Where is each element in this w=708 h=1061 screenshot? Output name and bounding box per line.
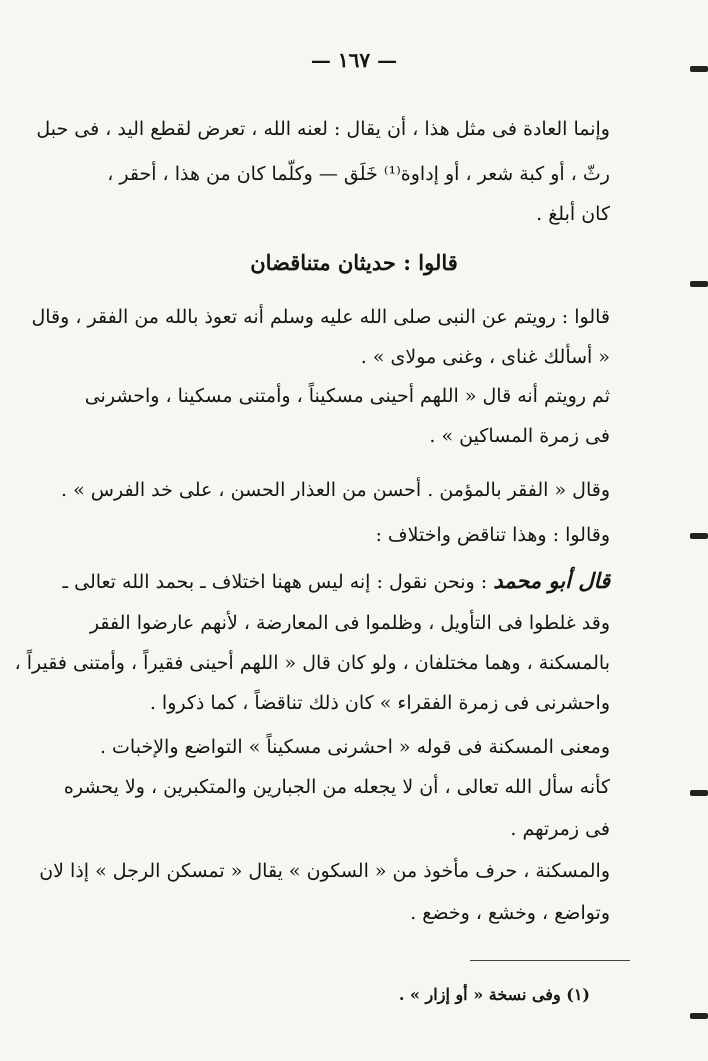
- text-line: واحشرنى فى زمرة الفقراء » كان ذلك تناقضاً ، كما ذكروا .: [149, 692, 610, 714]
- text-line: والمسكنة ، حرف مأخوذ من « السكون » يقال « تمسكن الرجل » إذا لان: [39, 860, 610, 882]
- speaker-name: قال أبو محمد: [493, 568, 610, 593]
- text-line: كان أبلغ .: [536, 203, 610, 225]
- text-line: وتواضع ، وخشع ، وخضع .: [410, 902, 610, 924]
- text-line: كأنه سأل الله تعالى ، أن لا يجعله من الجبارين والمتكبرين ، ولا يحشره: [63, 776, 610, 798]
- text-line: وقد غلطوا فى التأويل ، وظلموا فى المعارضة ، لأنهم عارضوا الفقر: [89, 612, 610, 634]
- text-line: فى زمرة المساكين » .: [429, 425, 610, 447]
- scan-edge-mark: [690, 281, 708, 287]
- footnote: (١) وفى نسخة « أو إزار » .: [398, 985, 590, 1004]
- speaker-text: : ونحن نقول : إنه ليس ههنا اختلاف ـ بحمد الله تعالى ـ: [62, 571, 488, 593]
- text-line: وقال « الفقر بالمؤمن . أحسن من العذار الحسن ، على خد الفرس » .: [61, 479, 610, 501]
- text-line: فى زمرتهم .: [510, 818, 610, 840]
- speaker-line: [62, 568, 610, 593]
- scan-edge-mark: [690, 790, 708, 796]
- scan-edge-mark: [690, 533, 708, 539]
- text-line: بالمسكنة ، وهما مختلفان ، ولو كان قال « اللهم أحينى فقيراً ، وأمتنى فقيراً ،: [14, 652, 610, 674]
- text-line: ومعنى المسكنة فى قوله « احشرنى مسكيناً » التواضع والإخبات .: [99, 736, 610, 758]
- page-number: — ١٦٧ —: [310, 48, 398, 72]
- scan-edge-mark: [690, 66, 708, 72]
- text-line: رثّ ، أو كبة شعر ، أو إداوة⁽¹⁾ خَلَق — وكلّما كان من هذا ، أحقر ،: [107, 163, 610, 185]
- text-line: « أسألك غناى ، وغنى مولاى » .: [360, 346, 610, 368]
- section-heading: قالوا : حديثان متناقضان: [250, 250, 458, 275]
- text-line: ثم رويتم أنه قال « اللهم أحينى مسكيناً ، وأمتنى مسكينا ، واحشرنى: [84, 385, 610, 407]
- text-line: وقالوا : وهذا تناقض واختلاف :: [375, 524, 610, 546]
- text-line: قالوا : رويتم عن النبى صلى الله عليه وسلم أنه تعوذ بالله من الفقر ، وقال: [31, 306, 610, 328]
- scan-edge-mark: [690, 1013, 708, 1019]
- footnote-divider: [470, 960, 630, 961]
- text-line: وإنما العادة فى مثل هذا ، أن يقال : لعنه الله ، تعرض لقطع اليد ، فى حبل: [36, 118, 610, 140]
